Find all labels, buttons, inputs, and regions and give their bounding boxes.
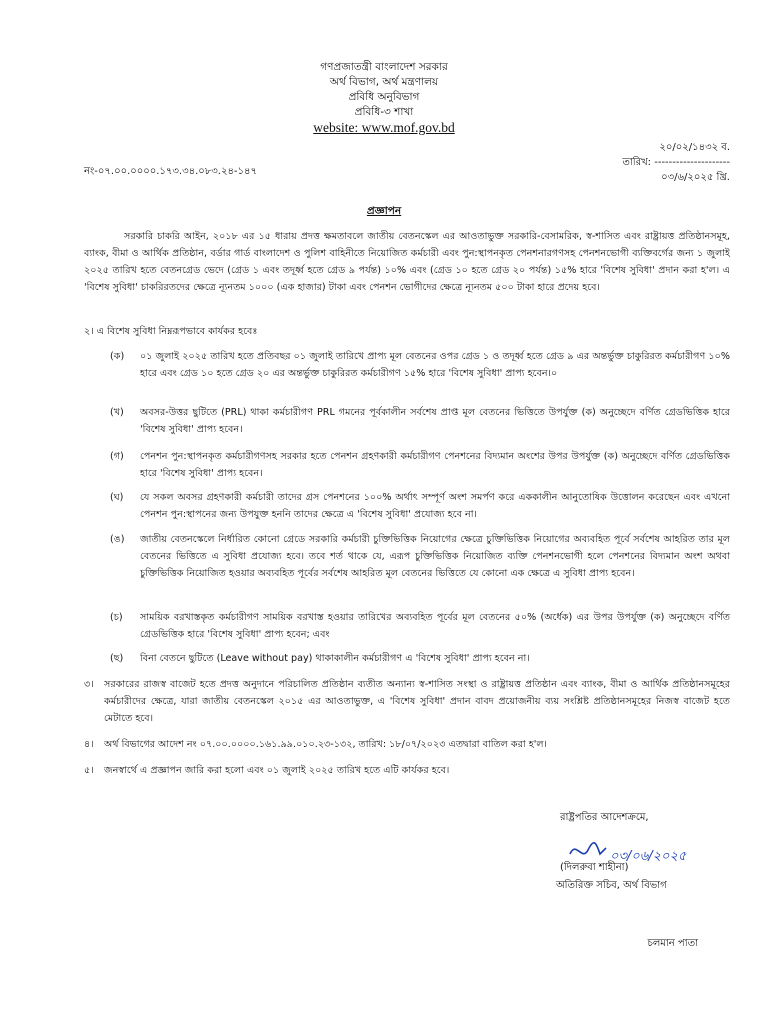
paragraph-3 [84, 676, 730, 727]
government-name: গণপ্রজাতন্ত্রী বাংলাদেশ সরকার [320, 61, 448, 73]
sub-item-text: অবসর-উত্তর ছুটিতে (PRL) থাকা কর্মচারীগণ PRL গমনের পূর্বকালীন সর্বশেষ প্রাপ্ত মূল বেতনের ভিত্তিতে উপর্যুক্ত (ক) অনুচ্ছেদে বর্ণিত গ্রেডভিত্তিক হারে 'বিশেষ সুবিধা' প্রাপ্য হবেন। [140, 407, 730, 435]
branch-name: প্রবিধি-৩ শাখা [354, 106, 414, 118]
sub-item-uma [110, 531, 730, 582]
date-gregorian: ০৩/৬/২০২৫ খ্রি. [661, 172, 730, 183]
sub-item-text: যে সকল অবসর গ্রহণকারী কর্মচারী তাদের গ্রস পেনশনের ১০০% অর্থাৎ সম্পূর্ণ অংশ সমর্পণ করে এককালীন আনুতোষিক উত্তোলন করেছেন এবং এখনো পেনশন পুন:স্থাপনের জন্য উপযুক্ত হননি তাদের ক্ষেত্রে এ 'বিশেষ সুবিধা' প্রযোজ্য হবে না। [140, 492, 730, 520]
sub-item-label: (গ) [110, 451, 124, 462]
memo-number: নং-০৭.০০.০০০০.১৭৩.৩৪.০৮৩.২৪-১৪৭ [84, 166, 258, 177]
sub-item-kha [110, 404, 730, 438]
date-bangla: ২০/০২/১৪৩২ ব. [659, 142, 730, 153]
wing-name: প্রবিধি অনুবিভাগ [348, 91, 420, 103]
paragraph-2: ২। এ বিশেষ সুবিধা নিম্নরূপভাবে কার্যকর হবেঃ [84, 326, 258, 337]
sub-item-text: জাতীয় বেতনস্কেলে নির্ধারিত কোনো গ্রেডে সরকারি কর্মচারী চুক্তিভিত্তিক নিয়োগের ক্ষেত্রে চুক্তিভিত্তিক নিয়োগের অব্যবহিত পূর্বে সর্বশেষ আহরিত তার মূল বেতনের ভিত্তিতে এ সুবিধা প্রযোজ্য হবে। তবে শর্ত থাকে যে, এরূপ চুক্তিভিত্তিক নিয়োজিত ব্যক্তি পেনশনভোগী হলে পেনশনের বিদ্যমান অংশ অথবা চুক্তিভিত্তিক নিয়োজিত হওয়ার অব্যবহিত পূর্বের সর্বশেষ আহরিত মূল বেতনের ভিত্তিতে যে কোনো এক ক্ষেত্রে এ সুবিধা প্রাপ্য হবেন। [140, 534, 730, 579]
sub-item-label: (খ) [110, 407, 124, 418]
date-label: তারিখ: --------------------- [622, 157, 730, 168]
paragraph-number: ৫। [84, 765, 94, 776]
order-line: রাষ্ট্রপতির আদেশক্রমে, [560, 812, 649, 823]
sub-item-cha [110, 609, 730, 643]
sub-item-label: (ছ) [110, 653, 124, 664]
division-name: অর্থ বিভাগ, অর্থ মন্ত্রণালয় [329, 76, 439, 88]
continued-page-note: চলমান পাতা [647, 938, 698, 949]
sub-item-text: সাময়িক বরখাস্তকৃত কর্মচারীগণ সাময়িক বরখাস্ত হওয়ার তারিখের অব্যবহিত পূর্বের মূল বেতনের ৫০% (অর্ধেক) এর উপর উপর্যুক্ত (ক) অনুচ্ছেদে বর্ণিত গ্রেডভিত্তিক হারে 'বিশেষ সুবিধা' প্রাপ্য হবেন; এবং [140, 612, 730, 640]
website-link[interactable]: website: www.mof.gov.bd [313, 120, 455, 135]
paragraph-text: জনস্বার্থে এ প্রজ্ঞাপন জারি করা হলো এবং ০১ জুলাই ২০২৫ তারিখ হতে এটি কার্যকর হবে। [104, 765, 450, 776]
paragraph-1: সরকারি চাকরি আইন, ২০১৮ এর ১৫ ধারায় প্রদত্ত ক্ষমতাবলে জাতীয় বেতনস্কেল এর আওতাভুক্ত সরকারি-বেসামরিক, স্ব-শাসিত এবং রাষ্ট্রায়ত্ত প্রতিষ্ঠানসমূহ, ব্যাংক, বীমা ও আর্থিক প্রতিষ্ঠান, বর্ডার গার্ড বাংলাদেশ ও পুলিশ বাহিনীতে নিয়োজিত কর্মচারী এবং পুন:স্থাপনকৃত পেনশনারগণসহ পেনশনভোগী ব্যক্তিবর্গের জন্য ১ জুলাই ২০২৫ তারিখ হতে বেতনগ্রেড ভেদে (গ্রেড ১ এবং তদূর্ধ্ব হতে গ্রেড ৯ পর্যন্ত) ১০% এবং (গ্রেড ১০ হতে গ্রেড ২০ পর্যন্ত) ১৫% হারে 'বিশেষ সুবিধা' প্রদান করা হ'ল। এ 'বিশেষ সুবিধা' চাকরিরতদের ক্ষেত্রে ন্যূনতম ১০০০ (এক হাজার) টাকা এবং পেনশন ভোগীদের ক্ষেত্রে ন্যূনতম ৫০০ টাকা হারে প্রদেয় হবে। [84, 231, 730, 293]
signatory-name: (দিলরুবা শাহীনা) [560, 862, 629, 873]
sub-item-label: (ঙ) [110, 534, 125, 545]
page-title: প্রজ্ঞাপন [366, 205, 402, 217]
sub-item-ga [110, 448, 730, 482]
paragraph-5 [84, 762, 730, 779]
sub-item-chha [110, 650, 730, 667]
paragraph-4 [84, 736, 730, 753]
paragraph-text: অর্থ বিভাগের আদেশ নং ০৭.০০.০০০০.১৬১.৯৯.০১০.২৩-১৩২, তারিখ: ১৮/০৭/২০২৩ এতদ্বারা বাতিল করা হ'ল। [104, 739, 547, 750]
signature-date: ০৩/০৬/২০২৫ [610, 849, 687, 864]
signatory-designation: অতিরিক্ত সচিব, অর্থ বিভাগ [556, 880, 667, 891]
sub-item-text: পেনশন পুন:স্থাপনকৃত কর্মচারীগণসহ সরকার হতে পেনশন গ্রহণকারী কর্মচারীগণ পেনশনের বিদ্যমান অংশের উপর উপর্যুক্ত (ক) অনুচ্ছেদে বর্ণিত গ্রেডভিত্তিক হারে 'বিশেষ সুবিধা' প্রাপ্য হবেন। [140, 451, 730, 479]
date-block [540, 140, 730, 185]
sub-item-label: (ক) [110, 351, 125, 362]
paragraph-number: ৪। [84, 739, 94, 750]
sub-item-gha [110, 489, 730, 523]
letterhead [0, 60, 768, 135]
sub-item-text: ০১ জুলাই ২০২৫ তারিখ হতে প্রতিবছর ০১ জুলাই তারিখে প্রাপ্য মূল বেতনের ওপর গ্রেড ১ ও তদূর্ধ্ব হতে গ্রেড ৯ এর অন্তর্ভুক্ত চাকুরিরত কর্মচারীগণ ১০% হারে এবং গ্রেড ১০ হতে গ্রেড ২০ এর অন্তর্ভুক্ত চাকুরিরত কর্মচারীগণ ১৫% হারে 'বিশেষ সুবিধা' প্রাপ্য হবেন।০ [140, 351, 730, 379]
paragraph-number: ৩। [84, 679, 94, 690]
sub-item-text: বিনা বেতনে ছুটিতে (Leave without pay) থাকাকালীন কর্মচারীগণ এ 'বিশেষ সুবিধা' প্রাপ্য হবেন না। [140, 653, 530, 664]
paragraph-text: সরকারের রাজস্ব বাজেট হতে প্রদত্ত অনুদানে পরিচালিত প্রতিষ্ঠান ব্যতীত অন্যান্য স্ব-শাসিত সংস্থা ও রাষ্ট্রায়ত্ত প্রতিষ্ঠান এবং ব্যাংক, বীমা ও আর্থিক প্রতিষ্ঠানসমূহের কর্মচারীদের ক্ষেত্রে, যারা জাতীয় বেতনস্কেল ২০১৫ এর আওতাভুক্ত, এ 'বিশেষ সুবিধা' প্রদান বাবদ প্রয়োজনীয় ব্যয় সংশ্লিষ্ট প্রতিষ্ঠানসমূহের নিজস্ব বাজেট হতে মেটাতে হবে। [104, 679, 730, 724]
sub-item-ka [110, 348, 730, 382]
sub-item-label: (ঘ) [110, 492, 124, 503]
sub-item-label: (চ) [110, 612, 123, 623]
